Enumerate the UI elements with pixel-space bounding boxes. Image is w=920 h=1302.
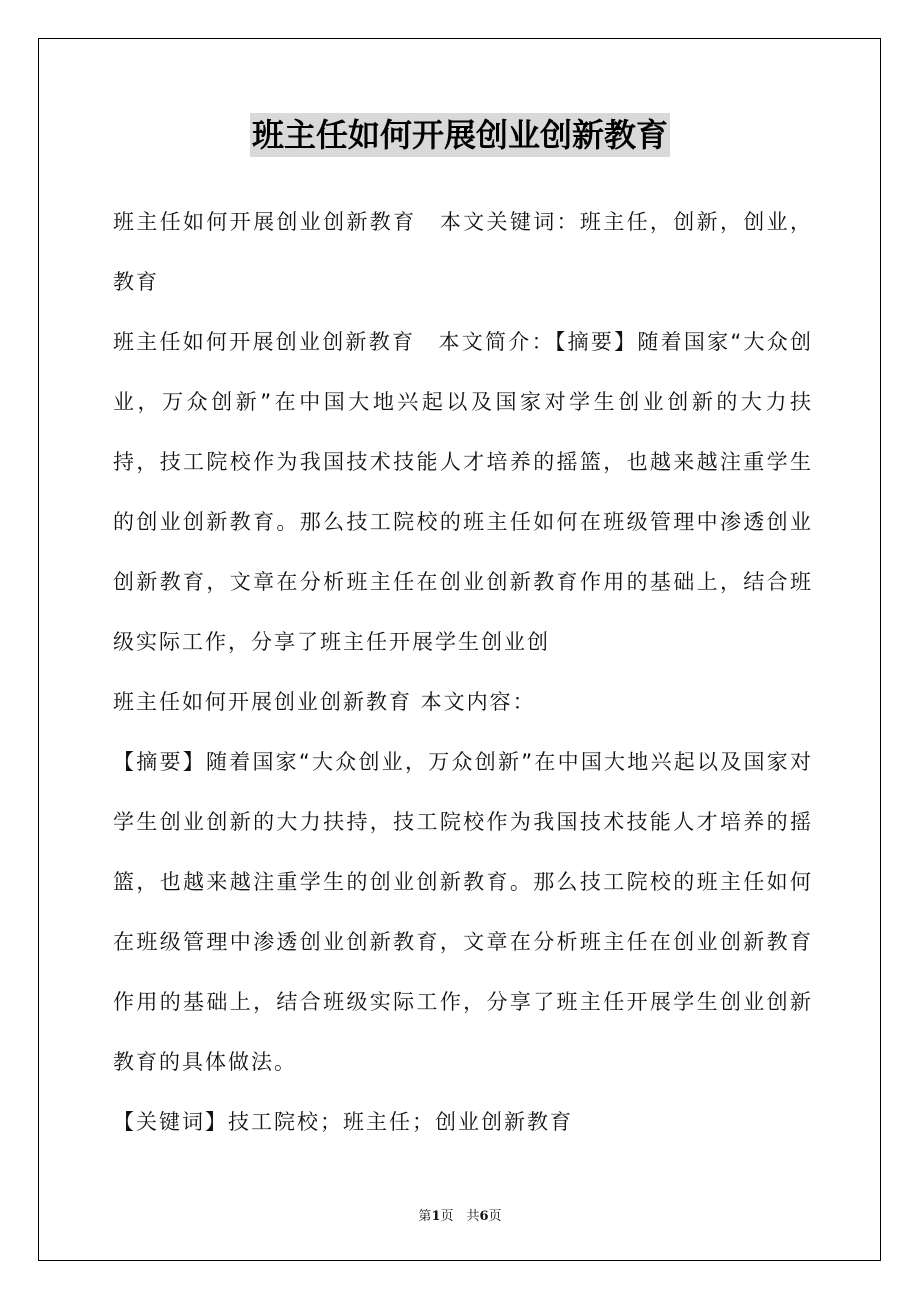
footer-prefix: 第	[418, 1209, 432, 1224]
footer-mid: 页 共	[440, 1209, 480, 1224]
document-body	[113, 192, 813, 1152]
page-footer	[0, 1205, 920, 1224]
abstract-paragraph: 【摘要】随着国家“大众创业，万众创新”在中国大地兴起以及国家对学生创业创新的大力扶持，技工院校作为我国技术技能人才培养的摇篮，也越来越注重学生的创业创新教育。那么技工院校的班主任如何在班级管理中渗透创业创新教育，文章在分析班主任在创业创新教育作用的基础上，结合班级实际工作，分享了班主任开展学生创业创新教育的具体做法。	[113, 750, 813, 1074]
current-page-number: 1	[431, 1209, 441, 1224]
total-pages-number: 6	[479, 1209, 489, 1224]
document-title-container	[0, 113, 920, 157]
content-heading: 班主任如何开展创业创新教育 本文内容：	[113, 690, 536, 714]
keywords-line: 【关键词】技工院校；班主任；创业创新教育	[113, 1110, 573, 1134]
document-title: 班主任如何开展创业创新教育	[250, 113, 670, 157]
summary-paragraph: 班主任如何开展创业创新教育 本文简介：【摘要】随着国家“大众创业，万众创新”在中国大地兴起以及国家对学生创业创新的大力扶持，技工院校作为我国技术技能人才培养的摇篮，也越来越注重学生的创业创新教育。那么技工院校的班主任如何在班级管理中渗透创业创新教育，文章在分析班主任在创业创新教育作用的基础上，结合班级实际工作，分享了班主任开展学生创业创	[113, 330, 813, 654]
footer-suffix: 页	[488, 1209, 502, 1224]
keywords-paragraph: 班主任如何开展创业创新教育 本文关键词：班主任，创新，创业，教育	[113, 210, 813, 294]
